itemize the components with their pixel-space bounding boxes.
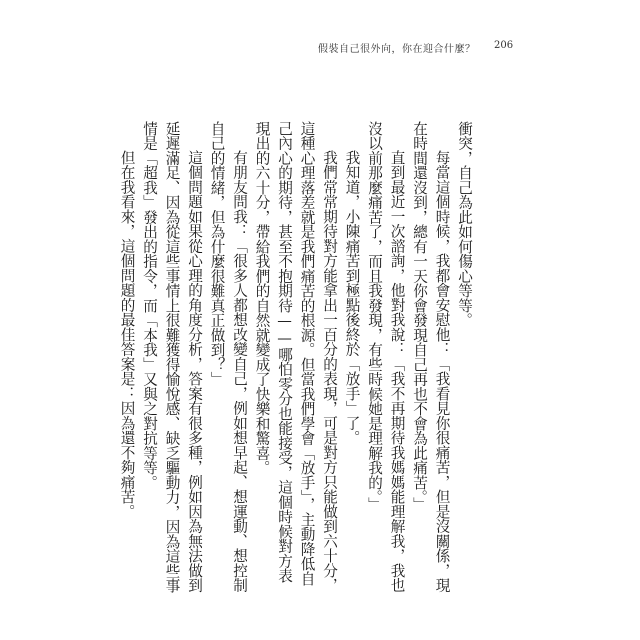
- paragraph: 我們常常期待對方能拿出一百分的表現，可是對方只能做到六十分，這種心理落差就是我們痛苦的根源。但當我們學會「放手」，主動降低自己內心的期待，甚至不抱期待——哪怕零分也能接受，這個時候對方表現出的六十分，帶給我們的自然就變成了快樂和驚喜。: [253, 121, 338, 593]
- vertical-text-block: [115, 121, 475, 596]
- paragraph: 每當這個時候，我都會安慰他：「我看見你很痛苦，但是沒關係，現在時間還沒到，總有一天你會發現自己再也不會為此痛苦。」: [411, 121, 451, 593]
- paragraph: 有朋友問我：「很多人都想改變自己，例如想早起、想運動、想控制自己的情緒，但為什麼很難真正做到？」: [208, 121, 248, 593]
- paragraph: 衝突，自己為此如何傷心等等。: [456, 121, 473, 328]
- running-header: 假裝自己很外向，你在迎合什麼？: [318, 44, 476, 55]
- paragraph: 直到最近一次諮詢，他對我說：「我不再期待我媽媽能理解我，我也沒以前那麼痛苦了，而且我發現，有些時候她是理解我的。」: [366, 121, 406, 593]
- page-number: 206: [494, 40, 514, 51]
- paragraph: 我知道，小陳痛苦到極點後終於「放手」了。: [343, 150, 361, 446]
- paragraph: 但在我看來，這個問題的最佳答案是：因為還不夠痛苦。: [118, 150, 136, 519]
- paragraph: 這個問題如果從心理的角度分析，答案有很多種，例如因為無法做到延遲滿足、因為從這些事情上很難獲得愉悅感、缺乏驅動力，因為這些事情是「超我」發出的指令，而「本我」又與之對抗等等。: [141, 121, 203, 593]
